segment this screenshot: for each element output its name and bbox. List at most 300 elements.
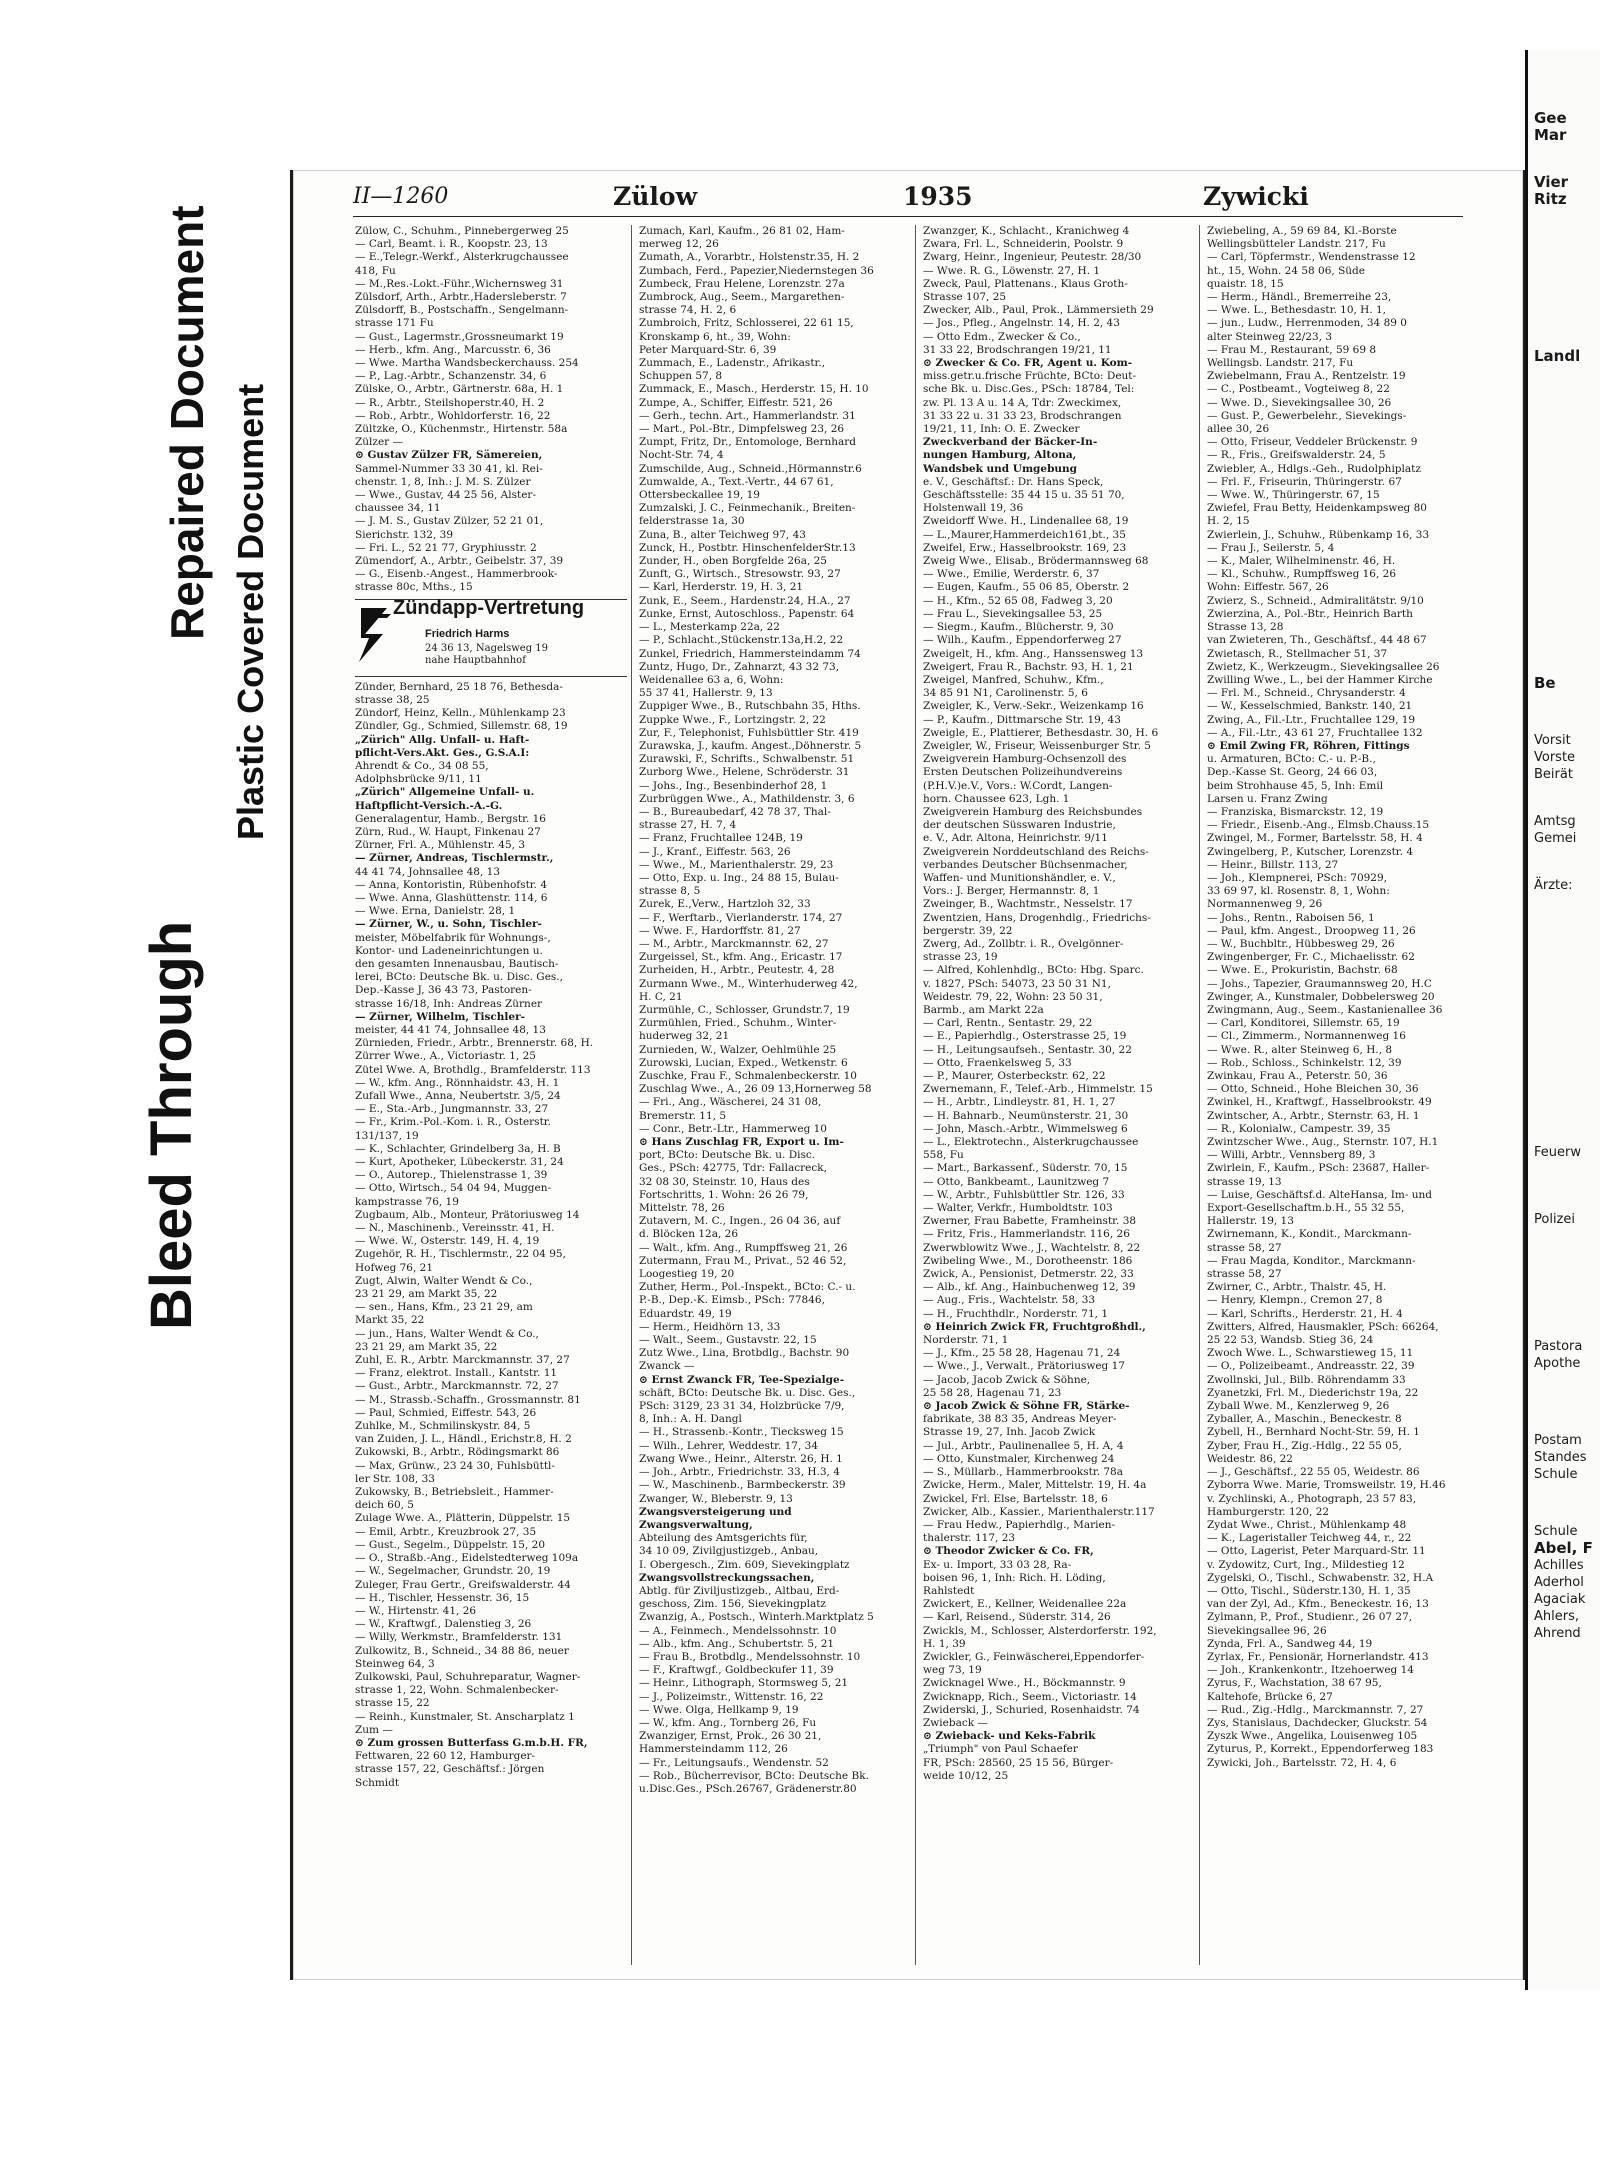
column-divider xyxy=(631,225,632,1965)
directory-entry-line: — W., Kesselschmied, Bankstr. 140, 21 xyxy=(1207,700,1413,713)
directory-entry-line: — W., Buchbltr., Hübbesweg 29, 26 xyxy=(1207,937,1395,950)
directory-entry-line: Fortschritts, 1. Wohn: 26 26 79, xyxy=(639,1188,809,1201)
directory-entry-line: Zwicker, Alb., Kassier., Marienthalerstr.117 xyxy=(923,1505,1155,1518)
directory-entry-line: Zwanger, W., Bleberstr. 9, 13 xyxy=(639,1492,793,1505)
directory-entry-line: — Fritz, Fris., Hammerlandstr. 116, 26 xyxy=(923,1228,1130,1241)
directory-entry-line: — M., Strassb.-Schaffn., Grossmannstr. 81 xyxy=(355,1393,581,1406)
directory-entry-line: Zwanck — xyxy=(639,1360,695,1373)
directory-entry-line: Zwinger, A., Kunstmaler, Dobbelersweg 20 xyxy=(1207,990,1435,1003)
adjacent-page-fragment: Vorste xyxy=(1534,750,1576,765)
directory-entry-line: — Frau Hedw., Papierhdlg., Marien- xyxy=(923,1518,1116,1531)
directory-entry-line: — P., Schlacht.,Stückenstr.13a,H.2, 22 xyxy=(639,634,844,647)
directory-entry-line: Zwickel, Frl. Else, Bartelsstr. 18, 6 xyxy=(923,1492,1108,1505)
directory-entry-line: Zweigert, Frau R., Bachstr. 93, H. 1, 21 xyxy=(923,660,1134,673)
directory-entry-line: Weidestr. 86, 22 xyxy=(1207,1452,1293,1465)
directory-entry-line: Zutermann, Frau M., Privat., 52 46 52, xyxy=(639,1254,847,1267)
directory-entry-line: Ersten Deutschen Polizeihundvereins xyxy=(923,766,1123,779)
directory-entry-line: Zunke, Ernst, Autoschloss., Papenstr. 64 xyxy=(639,607,855,620)
directory-entry-line: Zürrer Wwe., A., Victoriastr. 1, 25 xyxy=(355,1050,536,1063)
directory-entry-line: — Cl., Zimmerm., Normannenweg 16 xyxy=(1207,1030,1406,1043)
directory-entry-line: den gesamten Innenausbau, Bautisch- xyxy=(355,957,559,970)
directory-entry-line: — sen., Hans, Kfm., 23 21 29, am xyxy=(355,1301,533,1314)
directory-entry-line: thalerstr. 117, 23 xyxy=(923,1532,1016,1545)
directory-entry-line: — W., Hirtenstr. 41, 26 xyxy=(355,1604,477,1617)
directory-entry-line: — Gerh., techn. Art., Hammerlandstr. 31 xyxy=(639,409,856,422)
directory-entry-line: Zuna, B., alter Teichweg 97, 43 xyxy=(639,528,806,541)
directory-entry-line: Steinweg 64, 3 xyxy=(355,1657,435,1670)
directory-entry-line: — Alb., kf. Ang., Hainbuchenweg 12, 39 xyxy=(923,1281,1136,1294)
directory-entry-line: H. C, 21 xyxy=(639,990,683,1003)
directory-entry-line: boisen 96, 1, Inh: Rich. H. Löding, xyxy=(923,1571,1106,1584)
directory-entry-line: — Wwe., J., Verwalt., Prätoriusweg 17 xyxy=(923,1360,1125,1373)
directory-entry-line: 23 21 29, am Markt 35, 22 xyxy=(355,1288,498,1301)
directory-entry-line: — Otto, Kunstmaler, Kirchenweg 24 xyxy=(923,1452,1115,1465)
directory-entry-line: Zynda, Frl. A., Sandweg 44, 19 xyxy=(1207,1637,1373,1650)
directory-entry-line: Zurmühlen, Fried., Schuhm., Winter- xyxy=(639,1017,837,1030)
directory-entry-line: — P., Kaufm., Dittmarsche Str. 19, 43 xyxy=(923,713,1121,726)
directory-entry-line: — Frau L., Sievekingsallee 53, 25 xyxy=(923,607,1103,620)
side-label-plastic: Plastic Covered Document xyxy=(230,383,271,840)
directory-entry-line: — M., Arbtr., Marckmannstr. 62, 27 xyxy=(639,937,829,950)
directory-entry-line: ⊙ Heinrich Zwick FR, Fruchtgroßhdl., xyxy=(923,1320,1146,1333)
directory-entry-line: — O., Polizeibeamt., Andreasstr. 22, 39 xyxy=(1207,1360,1415,1373)
directory-entry-line: Zwierzina, A., Pol.-Btr., Heinrich Barth xyxy=(1207,607,1413,620)
adjacent-page-edge xyxy=(1525,50,1600,1990)
directory-entry-line: — Wwe., Emilie, Werderstr. 6, 37 xyxy=(923,568,1100,581)
directory-entry-line: Zwanziger, Ernst, Prok., 26 30 21, xyxy=(639,1730,822,1743)
directory-column-1 xyxy=(355,225,627,1965)
directory-entry-line: Zwinkel, H., Kraftwgf., Hasselbrookstr. 49 xyxy=(1207,1096,1432,1109)
directory-entry-line: P.-B., Dep.-K. Eimsb., PSch: 77846, xyxy=(639,1294,825,1307)
directory-entry-line: — L.,Maurer,Hammerdeich161,bt., 35 xyxy=(923,528,1126,541)
directory-entry-line: Nocht-Str. 74, 4 xyxy=(639,449,724,462)
directory-entry-line: — Karl, Herderstr. 19, H. 3, 21 xyxy=(639,581,804,594)
directory-entry-line: Zyrlax, Fr., Pensionär, Hornerlandstr. 413 xyxy=(1207,1650,1429,1663)
directory-entry-line: Adolphsbrücke 9/11, 11 xyxy=(355,773,482,786)
directory-entry-line: Zukowsky, B., Betriebsleit., Hammer- xyxy=(355,1486,554,1499)
directory-entry-line: Zyrus, F., Wachstation, 38 67 95, xyxy=(1207,1677,1382,1690)
directory-entry-line: deich 60, 5 xyxy=(355,1499,414,1512)
adjacent-page-fragment: Amtsg xyxy=(1534,814,1576,829)
directory-entry-line: — L., Mesterkamp 22a, 22 xyxy=(639,621,780,634)
directory-entry-line: Zülsdorff, B., Postschaffn., Sengelmann- xyxy=(355,304,569,317)
directory-entry-line: Zum — xyxy=(355,1723,393,1736)
directory-entry-line: ⊙ Zwecker & Co. FR, Agent u. Kom- xyxy=(923,357,1133,370)
directory-entry-line: 25 58 28, Hagenau 71, 23 xyxy=(923,1386,1062,1399)
directory-entry-line: 8, Inh.: A. H. Dangl xyxy=(639,1413,742,1426)
directory-entry-line: Zyborra Wwe. Marie, Tromsweilstr. 19, H.46 xyxy=(1207,1479,1446,1492)
directory-entry-line: — Johs., Tapezier, Graumannsweg 20, H.C xyxy=(1207,977,1432,990)
directory-entry-line: Zwierlein, J., Schuhw., Rübenkamp 16, 33 xyxy=(1207,528,1430,541)
directory-entry-line: — Joh., Klempnerei, PSch: 70929, xyxy=(1207,871,1387,884)
directory-entry-line: Zurgeissel, St., kfm. Ang., Ericastr. 17 xyxy=(639,951,843,964)
directory-entry-line: Normannenweg 9, 26 xyxy=(1207,898,1323,911)
directory-entry-line: Zwiebler, A., Hdlgs.-Geh., Rudolphiplatz xyxy=(1207,462,1421,475)
directory-entry-line: Zugbaum, Alb., Monteur, Prätoriusweg 14 xyxy=(355,1208,580,1221)
directory-entry-line: — Johs., Ing., Besenbinderhof 28, 1 xyxy=(639,779,828,792)
directory-entry-line: Strasse 107, 25 xyxy=(923,291,1007,304)
directory-entry-line: u. Armaturen, BCto: C.- u. P.-B., xyxy=(1207,753,1376,766)
directory-entry-line: Zyber, Frau H., Zig.-Hdlg., 22 55 05, xyxy=(1207,1439,1402,1452)
directory-entry-line: — Fr., Krim.-Pol.-Kom. i. R., Osterstr. xyxy=(355,1116,551,1129)
directory-entry-line: — H., Strassenb.-Kontr., Tiecksweg 15 xyxy=(639,1426,844,1439)
directory-entry-line: — W., Maschinenb., Barmbeckerstr. 39 xyxy=(639,1479,846,1492)
directory-column-4 xyxy=(1207,225,1479,1965)
directory-entry-line: — A., Feinmech., Mendelssohnstr. 10 xyxy=(639,1624,837,1637)
ad-company-name: Friedrich Harms xyxy=(425,627,510,640)
directory-entry-line: Zwirner, C., Arbtr., Thalstr. 45, H. xyxy=(1207,1281,1387,1294)
directory-entry-line: Zweidorff Wwe. H., Lindenallee 68, 19 xyxy=(923,515,1129,528)
directory-entry-line: — O., Autorep., Thielenstrasse 1, 39 xyxy=(355,1169,548,1182)
directory-entry-line: — Walter, Verkfr., Humboldtstr. 103 xyxy=(923,1202,1113,1215)
directory-entry-line: 31 33 22, Brodschrangen 19/21, 11 xyxy=(923,343,1112,356)
directory-entry-line: e. V., Adr. Altona, Heinrichstr. 9/11 xyxy=(923,832,1108,845)
directory-entry-line: — Wwe. L., Bethesdastr. 10, H. 1, xyxy=(1207,304,1387,317)
directory-entry-line: Zumbroich, Fritz, Schlosserei, 22 61 15, xyxy=(639,317,854,330)
directory-entry-line: — E., Papierhdlg., Osterstrasse 25, 19 xyxy=(923,1030,1127,1043)
directory-entry-line: — H., Tischler, Hessenstr. 36, 15 xyxy=(355,1591,530,1604)
directory-entry-line: Zurmühle, C., Schlosser, Grundstr.7, 19 xyxy=(639,1003,850,1016)
directory-entry-line: sche Bk. u. Disc.Ges., PSch: 18784, Tel: xyxy=(923,383,1135,396)
adjacent-page-fragment: Ritz xyxy=(1534,190,1567,208)
directory-entry-line: — Fri. L., 52 21 77, Gryphiusstr. 2 xyxy=(355,541,537,554)
directory-entry-line: — Rob., Bücherrevisor, BCto: Deutsche Bk. xyxy=(639,1769,869,1782)
adjacent-page-fragment: Ahlers, xyxy=(1534,1609,1579,1624)
adjacent-page-fragment: Standes xyxy=(1534,1450,1587,1465)
page-header xyxy=(353,180,1463,217)
directory-page xyxy=(290,170,1529,1980)
directory-entry-line: — Rob., Schloss., Schinkelstr. 12, 39 xyxy=(1207,1056,1402,1069)
directory-entry-line: — Carl, Beamt. i. R., Koopstr. 23, 13 xyxy=(355,238,548,251)
directory-entry-line: — jun., Hans, Walter Wendt & Co., xyxy=(355,1327,539,1340)
directory-entry-line: Zürn, Rud., W. Haupt, Finkenau 27 xyxy=(355,825,541,838)
directory-entry-line: v. Zychlinski, A., Photograph, 23 57 83, xyxy=(1207,1492,1417,1505)
directory-entry-line: Zurowski, Lucian, Exped., Wetkenstr. 6 xyxy=(639,1056,848,1069)
directory-entry-line: „Zürich" Allgemeine Unfall- u. xyxy=(355,786,535,799)
directory-entry-line: Zwentzien, Hans, Drogenhdlg., Friedrichs- xyxy=(923,911,1151,924)
directory-entry-line: fabrikate, 38 83 35, Andreas Meyer- xyxy=(923,1413,1117,1426)
directory-entry-line: strasse 15, 22 xyxy=(355,1697,430,1710)
directory-entry-line: — Otto, Wirtsch., 54 04 94, Muggen- xyxy=(355,1182,552,1195)
directory-entry-line: — H., Fruchthdlr., Norderstr. 71, 1 xyxy=(923,1307,1109,1320)
directory-entry-line: — L., Elektrotechn., Alsterkrugchaussee xyxy=(923,1136,1139,1149)
directory-entry-line: Geschäftsstelle: 35 44 15 u. 35 51 70, xyxy=(923,489,1125,502)
directory-entry-line: — W., Kraftwgf., Dalenstieg 3, 26 xyxy=(355,1618,532,1631)
directory-entry-line: Rahlstedt xyxy=(923,1584,975,1597)
directory-entry-line: Zwirnemann, K., Kondit., Marckmann- xyxy=(1207,1228,1412,1241)
directory-entry-line: Zwanzger, K., Schlacht., Kranichweg 4 xyxy=(923,225,1130,237)
directory-entry-line: chenstr. 1, 8, Inh.: J. M. S. Zülzer xyxy=(355,475,531,488)
directory-entry-line: 55 37 41, Hallerstr. 9, 13 xyxy=(639,687,773,700)
directory-entry-line: strasse 8, 5 xyxy=(639,885,701,898)
directory-entry-line: Markt 35, 22 xyxy=(355,1314,425,1327)
directory-entry-line: Zybell, H., Bernhard Nocht-Str. 59, H. 1 xyxy=(1207,1426,1420,1439)
adjacent-page-fragment: Polizei xyxy=(1534,1212,1575,1227)
header-last-entry: Zywicki xyxy=(1203,182,1309,211)
directory-entry-line: — C., Postbeamt., Vogteiweg 8, 22 xyxy=(1207,383,1390,396)
directory-entry-line: 23 21 29, am Markt 35, 22 xyxy=(355,1340,498,1353)
directory-entry-line: 418, Fu xyxy=(355,264,396,277)
directory-entry-line: I. Obergesch., Zim. 609, Sievekingplatz xyxy=(639,1558,850,1571)
directory-entry-line: Zurek, E.,Verw., Hartzloh 32, 33 xyxy=(639,898,811,911)
directory-entry-line: Zwoch Wwe. L., Schwarstieweg 15, 11 xyxy=(1207,1347,1414,1360)
adjacent-page-fragment: Ärzte: xyxy=(1534,878,1573,893)
directory-entry-line: quaistr. 18, 15 xyxy=(1207,277,1284,290)
directory-entry-line: Wellingsb. Landstr. 217, Fu xyxy=(1207,357,1354,370)
directory-entry-line: alter Steinweg 22/23, 3 xyxy=(1207,330,1333,343)
directory-entry-line: Zülsdorf, Arth., Arbtr.,Hadersleberstr. 7 xyxy=(355,291,567,304)
directory-entry-line: Eduardstr. 49, 19 xyxy=(639,1307,732,1320)
directory-entry-line: strasse 27, H. 7, 4 xyxy=(639,819,737,832)
directory-entry-line: — Max, Grünw., 23 24 30, Fuhlsbüttl- xyxy=(355,1459,555,1472)
directory-entry-line: Wohn: Eiffestr. 567, 26 xyxy=(1207,581,1329,594)
directory-entry-line: Zwickls, M., Schlosser, Alsterdorferstr. 192, xyxy=(923,1624,1157,1637)
directory-entry-line: — Carl, Konditorei, Sillemstr. 65, 19 xyxy=(1207,1017,1400,1030)
directory-entry-line: — Johs., Rentn., Raboisen 56, 1 xyxy=(1207,911,1375,924)
directory-entry-line: Zweigverein Norddeutschland des Reichs- xyxy=(923,845,1149,858)
directory-entry-line: 33 69 97, kl. Rosenstr. 8, 1, Wohn: xyxy=(1207,885,1390,898)
directory-entry-line: PSch: 3129, 23 31 34, Holzbrücke 7/9, xyxy=(639,1400,845,1413)
adjacent-page-fragment: Aderhol xyxy=(1534,1575,1584,1590)
directory-entry-line: Zurborg Wwe., Helene, Schröderstr. 31 xyxy=(639,766,850,779)
directory-entry-line: Zwecker, Alb., Paul, Prok., Lämmersieth 29 xyxy=(923,304,1154,317)
directory-entry-line: FR, PSch: 28560, 25 15 56, Bürger- xyxy=(923,1756,1114,1769)
directory-entry-line: Zweinger, B., Wachtmstr., Nesselstr. 17 xyxy=(923,898,1133,911)
directory-entry-line: — J. M. S., Gustav Zülzer, 52 21 01, xyxy=(355,515,544,528)
directory-entry-line: ler Str. 108, 33 xyxy=(355,1472,435,1485)
directory-entry-line: Zurawska, J., kaufm. Angest.,Döhnerstr. 5 xyxy=(639,739,862,752)
directory-entry-line: — P., Maurer, Osterbeckstr. 62, 22 xyxy=(923,1070,1106,1082)
directory-entry-line: — N., Maschinenb., Vereinsstr. 41, H. xyxy=(355,1222,555,1235)
directory-entry-line: Zweigelt, H., kfm. Ang., Hanssensweg 13 xyxy=(923,647,1144,660)
directory-entry-line: meister, 44 41 74, Johnsallee 48, 13 xyxy=(355,1023,546,1036)
directory-entry-line: — John, Masch.-Arbtr., Wimmelsweg 6 xyxy=(923,1122,1128,1135)
directory-entry-line: ⊙ Zum grossen Butterfass G.m.b.H. FR, xyxy=(355,1736,588,1749)
directory-entry-line: Fettwaren, 22 60 12, Hamburger- xyxy=(355,1750,536,1763)
directory-entry-line: Zur, F., Telephonist, Fuhlsbüttler Str. 419 xyxy=(639,726,859,739)
directory-entry-line: huderweg 32, 21 xyxy=(639,1030,730,1043)
directory-entry-line: Zumzalski, J. C., Feinmechanik., Breiten- xyxy=(639,502,856,515)
directory-entry-line: Generalagentur, Hamb., Bergstr. 16 xyxy=(355,812,546,825)
adjacent-page-fragment: Beirät xyxy=(1534,767,1573,782)
directory-entry-line: Norderstr. 71, 1 xyxy=(923,1334,1009,1347)
directory-entry-line: — M.,Res.-Lokt.-Führ.,Wichernsweg 31 xyxy=(355,277,564,290)
directory-entry-line: Zumschilde, Aug., Schneid.,Hörmannstr.6 xyxy=(639,462,862,475)
directory-entry-line: — Jul., Arbtr., Paulinenallee 5, H. A, 4 xyxy=(923,1439,1124,1452)
directory-entry-line: — Karl, Schrifts., Herderstr. 21, H. 4 xyxy=(1207,1307,1403,1320)
directory-entry-line: — Aug., Fris., Wachtelstr. 58, 33 xyxy=(923,1294,1096,1307)
directory-entry-line: Zunck, H., Postbtr. HinschenfelderStr.13 xyxy=(639,541,856,554)
directory-entry-line: — S., Müllarb., Hammerbrookstr. 78a xyxy=(923,1466,1123,1479)
directory-entry-line: — Jos., Pfleg., Angelnstr. 14, H. 2, 43 xyxy=(923,317,1120,330)
directory-entry-line: — H., Leitungsaufseh., Sentastr. 30, 22 xyxy=(923,1043,1132,1056)
directory-entry-line: — Franz, Fruchtallee 124B, 19 xyxy=(639,832,803,845)
directory-entry-line: Schuppen 57, 8 xyxy=(639,370,723,383)
directory-entry-line: — Reinh., Kunstmaler, St. Anscharplatz 1 xyxy=(355,1710,575,1723)
directory-entry-line: 19/21, 11, Inh: O. E. Zwecker xyxy=(923,423,1080,436)
ad-address-line-2: nahe Hauptbahnhof xyxy=(425,654,526,666)
directory-entry-line: Zwibeling Wwe., M., Dorotheenstr. 186 xyxy=(923,1254,1133,1267)
directory-entry-line: Sierichstr. 132, 39 xyxy=(355,528,454,541)
directory-entry-line: — Emil, Arbtr., Kreuzbrook 27, 35 xyxy=(355,1525,537,1538)
directory-entry-line: Zültzke, O., Küchenmstr., Hirtenstr. 58a xyxy=(355,423,568,436)
directory-entry-line: — J., Kfm., 25 58 28, Hagenau 71, 24 xyxy=(923,1347,1121,1360)
directory-entry-line: Zutz Wwe., Lina, Brotbdlg., Bachstr. 90 xyxy=(639,1347,850,1360)
directory-entry-line: strasse 58, 27 xyxy=(1207,1241,1282,1254)
directory-entry-line: — Walt., kfm. Ang., Rumpffsweg 21, 26 xyxy=(639,1241,848,1254)
directory-entry-line: (P.H.V.)e.V., Vors.: W.Cordt, Langen- xyxy=(923,779,1113,792)
directory-entry-line: Zülow, C., Schuhm., Pinnebergerweg 25 xyxy=(355,225,569,237)
directory-entry-line: Zwietz, K., Werkzeugm., Sievekingsallee 26 xyxy=(1207,660,1440,673)
adjacent-page-fragment: Be xyxy=(1534,674,1556,692)
directory-entry-line: Hamburgerstr. 120, 22 xyxy=(1207,1505,1330,1518)
directory-entry-line: strasse 74, H. 2, 6 xyxy=(639,304,737,317)
directory-entry-line: — jun., Ludw., Herrenmoden, 34 89 0 xyxy=(1207,317,1407,330)
directory-entry-line: Zumbeck, Frau Helene, Lorenzstr. 27a xyxy=(639,277,845,290)
directory-entry-line: — Wwe. E., Prokuristin, Bachstr. 68 xyxy=(1207,964,1398,977)
directory-entry-line: — Otto, Friseur, Veddeler Brückenstr. 9 xyxy=(1207,436,1418,449)
directory-column-2 xyxy=(639,225,911,1965)
directory-entry-line: — Gust. P., Gewerbelehr., Sievekings- xyxy=(1207,409,1407,422)
directory-entry-line: — Henry, Klempn., Cremon 27, 8 xyxy=(1207,1294,1383,1307)
directory-entry-line: Zwanzig, A., Postsch., Winterh.Marktplatz 5 xyxy=(639,1611,874,1624)
directory-entry-line: lerei, BCto: Deutsche Bk. u. Disc. Ges., xyxy=(355,971,563,984)
ad-address-line-1: 24 36 13, Nagelsweg 19 xyxy=(425,642,549,654)
directory-entry-line: 131/137, 19 xyxy=(355,1129,419,1142)
directory-entry-line: Zuleger, Frau Gertr., Greifswalderstr. 44 xyxy=(355,1578,571,1591)
directory-entry-line: pflicht-Vers.Akt. Ges., G.S.A.I: xyxy=(355,746,530,759)
directory-entry-line: — J., Geschäftsf., 22 55 05, Weidestr. 86 xyxy=(1207,1466,1420,1479)
directory-entry-line: Zweigverein Hamburg des Reichsbundes xyxy=(923,805,1143,818)
directory-entry-line: Zunft, G., Wirtsch., Stresowstr. 93, 27 xyxy=(639,568,841,581)
column-divider xyxy=(1199,225,1200,1965)
directory-entry-line: van der Zyl, Ad., Kfm., Beneckestr. 16, 13 xyxy=(1207,1598,1429,1611)
directory-entry-line: Zuschlag Wwe., A., 26 09 13,Hornerweg 58 xyxy=(639,1083,872,1096)
directory-entry-line: — Wwe. Martha Wandsbeckerchauss. 254 xyxy=(355,357,579,370)
directory-entry-line: „Triumph" von Paul Schaefer xyxy=(923,1743,1078,1756)
directory-entry-line: Zuhl, E. R., Arbtr. Marckmannstr. 37, 27 xyxy=(355,1354,570,1367)
adjacent-page-fragment: Feuerw xyxy=(1534,1145,1581,1160)
directory-entry-line: Zwing, A., Fil.-Ltr., Fruchtallee 129, 19 xyxy=(1207,713,1416,726)
directory-entry-line: — P., Lag.-Arbtr., Schanzenstr. 34, 6 xyxy=(355,370,547,383)
directory-entry-line: Export-Gesellschaftm.b.H., 55 32 55, xyxy=(1207,1202,1405,1215)
directory-entry-line: Zwollnski, Jul., Bilb. Röhrendamm 33 xyxy=(1207,1373,1406,1386)
directory-entry-line: weide 10/12, 25 xyxy=(923,1769,1009,1782)
directory-entry-line: — Wwe. R. G., Löwenstr. 27, H. 1 xyxy=(923,264,1101,277)
directory-entry-line: — Willy, Werkmstr., Bramfelderstr. 131 xyxy=(355,1631,563,1644)
directory-entry-line: — Otto, Bankbeamt., Launitzweg 7 xyxy=(923,1175,1110,1188)
directory-entry-line: strasse 23, 19 xyxy=(923,951,998,964)
directory-entry-line: Zwiebelmann, Frau A., Rentzelstr. 19 xyxy=(1207,370,1406,383)
directory-entry-line: Zumbach, Ferd., Papezier,Niedernstegen 36 xyxy=(639,264,874,277)
directory-entry-line: Zurbrüggen Wwe., A., Mathildenstr. 3, 6 xyxy=(639,792,855,805)
directory-entry-line: Zukowski, B., Arbtr., Rödingsmarkt 86 xyxy=(355,1446,560,1459)
directory-entry-line: Ges., PSch: 42775, Tdr: Fallacreck, xyxy=(639,1162,827,1175)
directory-entry-line: — Gust., Lagermstr.,Grossneumarkt 19 xyxy=(355,330,564,343)
directory-entry-line: ⊙ Emil Zwing FR, Röhren, Fittings xyxy=(1207,739,1410,752)
directory-entry-line: Zwiebeling, A., 59 69 84, Kl.-Borste xyxy=(1207,225,1397,237)
directory-entry-line: — R., Kolonialw., Campestr. 39, 35 xyxy=(1207,1122,1391,1135)
adjacent-page-fragment: Mar xyxy=(1534,126,1567,144)
directory-entry-line: Zülske, O., Arbtr., Gärtnerstr. 68a, H. 1 xyxy=(355,383,564,396)
directory-entry-line: Zülzer — xyxy=(355,436,404,449)
directory-entry-line: Zwitters, Alfred, Hausmakler, PSch: 66264, xyxy=(1207,1320,1439,1333)
directory-entry-line: — Kl., Schuhw., Rumpffsweg 16, 26 xyxy=(1207,568,1397,581)
directory-entry-line: Zwickert, E., Kellner, Weidenallee 22a xyxy=(923,1598,1127,1611)
directory-entry-line: — Otto, Lagerist, Peter Marquard-Str. 11 xyxy=(1207,1545,1426,1558)
directory-entry-line: Zunk, E., Seem., Hardenstr.24, H.A., 27 xyxy=(639,594,851,607)
directory-entry-line: Zurnieden, W., Walzer, Oehlmühle 25 xyxy=(639,1043,837,1056)
directory-entry-line: Zwernemann, F., Telef.-Arb., Himmelstr. 15 xyxy=(923,1083,1153,1096)
adjacent-page-fragment: Ahrend xyxy=(1534,1626,1581,1641)
directory-entry-line: — Wwe. W., Thüringerstr. 67, 15 xyxy=(1207,489,1380,502)
directory-entry-line: Zütel Wwe. A, Brothdlg., Bramfelderstr. 113 xyxy=(355,1063,591,1076)
directory-entry-line: — Willi, Arbtr., Vennsberg 89, 3 xyxy=(1207,1149,1376,1162)
directory-entry-line: Larsen u. Franz Zwing xyxy=(1207,792,1328,805)
adjacent-page-fragment: Achilles xyxy=(1534,1558,1584,1573)
directory-entry-line: 34 10 09, Zivilgjustizgeb., Anbau, xyxy=(639,1545,819,1558)
directory-entry-line: port, BCto: Deutsche Bk. u. Disc. xyxy=(639,1149,816,1162)
directory-entry-line: — Wwe., Gustav, 44 25 56, Alster- xyxy=(355,489,536,502)
directory-entry-line: Zuhlke, M., Schmilinskystr. 84, 5 xyxy=(355,1420,531,1433)
directory-entry-line: merweg 12, 26 xyxy=(639,238,719,251)
directory-entry-line: — Wwe. Anna, Glashüttenstr. 114, 6 xyxy=(355,891,548,904)
directory-entry-line: — Franziska, Bismarckstr. 12, 19 xyxy=(1207,805,1384,818)
directory-entry-line: Sievekingsallee 96, 26 xyxy=(1207,1624,1327,1637)
directory-entry-line: Zwinkau, Frau A., Peterstr. 50, 36 xyxy=(1207,1070,1388,1082)
directory-entry-line: 34 85 91 N1, Carolinenstr. 5, 6 xyxy=(923,687,1088,700)
directory-entry-line: — K., Maler, Wilhelminenstr. 46, H. xyxy=(1207,555,1396,568)
directory-entry-line: chaussee 34, 11 xyxy=(355,502,441,515)
directory-entry-line: felderstrasse 1a, 30 xyxy=(639,515,745,528)
directory-entry-line: Zweigel, Manfred, Schuhw., Kfm., xyxy=(923,673,1104,686)
directory-entry-line: H. 1, 39 xyxy=(923,1637,966,1650)
directory-entry-line: ⊙ Hans Zuschlag FR, Export u. Im- xyxy=(639,1136,844,1149)
directory-entry-line: e. V., Geschäftsf.: Dr. Hans Speck, xyxy=(923,475,1104,488)
directory-entry-line: Zumpt, Fritz, Dr., Entomologe, Bernhard xyxy=(639,436,857,449)
directory-entry-line: Zutavern, M. C., Ingen., 26 04 36, auf xyxy=(639,1215,841,1228)
directory-entry-line: Zywicki, Joh., Bartelsstr. 72, H. 4, 6 xyxy=(1207,1756,1397,1769)
directory-entry-line: — Gust., Segelm., Düppelstr. 15, 20 xyxy=(355,1538,546,1551)
adjacent-page-fragment: Vorsit xyxy=(1534,733,1571,748)
directory-entry-line: — Frau B., Brotbdlg., Mendelssohnstr. 10 xyxy=(639,1650,861,1663)
directory-entry-line: Zwangsverwaltung, xyxy=(639,1518,753,1531)
adjacent-page-fragment: Pastora xyxy=(1534,1339,1583,1354)
directory-entry-line: Dep.-Kasse J, 36 43 73, Pastoren- xyxy=(355,984,532,997)
zuendapp-logo-icon xyxy=(357,604,395,664)
directory-entry-line: — O., Straßb.-Ang., Eidelstedterweg 109a xyxy=(355,1552,579,1565)
directory-entry-line: Zwangsvollstreckungssachen, xyxy=(639,1571,815,1584)
directory-entry-line: — Carl, Rentn., Sentastr. 29, 22 xyxy=(923,1017,1093,1030)
side-label-repaired: Repaired Document xyxy=(161,205,213,640)
directory-entry-line: — Zürner, Andreas, Tischlermstr., xyxy=(355,852,554,865)
directory-entry-line: strasse 38, 25 xyxy=(355,693,430,706)
directory-entry-line: Weidestr. 79, 22, Wohn: 23 50 31, xyxy=(923,990,1103,1003)
directory-entry-line: Zwangsversteigerung und xyxy=(639,1505,792,1518)
directory-entry-line: meister, Möbelfabrik für Wohnungs-, xyxy=(355,931,551,944)
directory-entry-line: — H., Kfm., 52 65 08, Fadweg 3, 20 xyxy=(923,594,1113,607)
directory-entry-line: — Frau Magda, Konditor., Marckmann- xyxy=(1207,1254,1416,1267)
directory-entry-line: Zurheiden, H., Arbtr., Peutestr. 4, 28 xyxy=(639,964,835,977)
directory-entry-line: — R., Arbtr., Steilshoperstr.40, H. 2 xyxy=(355,396,545,409)
directory-entry-line: ht., 15, Wohn. 24 58 06, Süde xyxy=(1207,264,1365,277)
directory-entry-line: bergerstr. 39, 22 xyxy=(923,924,1013,937)
directory-entry-line: — Herb., kfm. Ang., Marcusstr. 6, 36 xyxy=(355,343,551,356)
directory-entry-line: — Joh., Krankenkontr., Itzehoerweg 14 xyxy=(1207,1664,1414,1677)
directory-entry-line: strasse 157, 22, Geschäftsf.: Jörgen xyxy=(355,1763,545,1776)
directory-entry-line: — Walt., Seem., Gustavstr. 22, 15 xyxy=(639,1334,817,1347)
directory-entry-line: Hammersteindamm 112, 26 xyxy=(639,1743,788,1756)
